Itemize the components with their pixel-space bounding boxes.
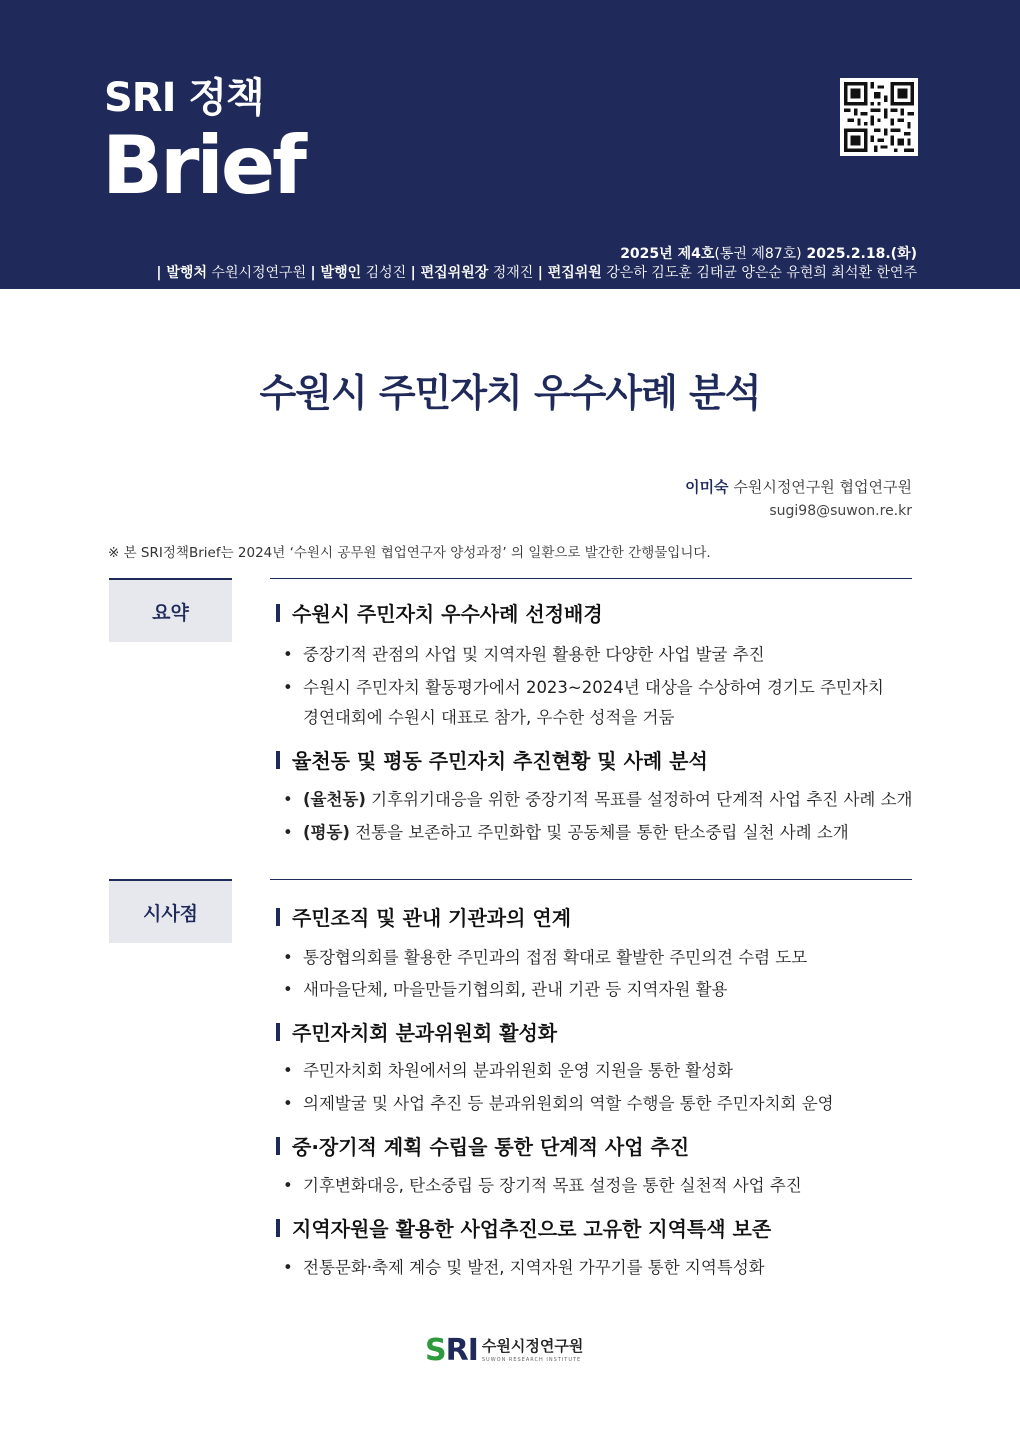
bullet-text: 수원시 주민자치 활동평가에서 2023~2024년 대상을 수상하여 경기도 주민자치 bbox=[303, 678, 884, 697]
author-email-link[interactable]: sugi98@suwon.re.kr bbox=[769, 503, 912, 519]
bullet-item: • 기후변화대응, 탄소중립 등 장기적 목표 설정을 통한 실천적 사업 추진 bbox=[283, 1176, 802, 1195]
bullet-text: 중장기적 관점의 사업 및 지역자원 활용한 다양한 사업 발굴 추진 bbox=[303, 645, 765, 664]
header-band bbox=[0, 0, 1020, 289]
section-label-summary: 요약 bbox=[109, 578, 232, 642]
bullet-item: • (율천동) 기후위기대응을 위한 중장기적 목표를 설정하여 단계적 사업 추진 사례 소개 bbox=[283, 790, 913, 809]
heading-bar-icon bbox=[276, 1023, 280, 1041]
heading-bar-icon bbox=[276, 751, 280, 769]
section-label-implications: 시사점 bbox=[109, 879, 232, 943]
brand-title-top: SRI 정책 bbox=[104, 75, 264, 121]
qr-code-icon[interactable] bbox=[840, 78, 918, 156]
bullet-item: • (평동) 전통을 보존하고 주민화합 및 공동체를 통한 탄소중립 실천 사례 소개 bbox=[283, 823, 849, 842]
bullet-text: 주민자치회 차원에서의 분과위원회 운영 지원을 통한 활성화 bbox=[303, 1061, 733, 1080]
staff-name: 김성진 bbox=[365, 265, 407, 281]
staff-role: 편집위원 bbox=[547, 265, 602, 281]
author-affiliation: 수원시정연구원 협업연구원 bbox=[733, 478, 912, 496]
heading-bar-icon bbox=[276, 1137, 280, 1155]
staff-name: 수원시정연구원 bbox=[211, 265, 307, 281]
bullet-text: 기후변화대응, 탄소중립 등 장기적 목표 설정을 통한 실천적 사업 추진 bbox=[303, 1176, 802, 1195]
footer-org-name: 수원시정연구원 bbox=[481, 1337, 584, 1355]
issue-date: 2025.2.18.(화) bbox=[806, 246, 917, 262]
bullet-item: • 수원시 주민자치 활동평가에서 2023~2024년 대상을 수상하여 경기도 주민자치 bbox=[283, 678, 884, 697]
bullet-item: • 전통문화·축제 계승 및 발전, 지역자원 가꾸기를 통한 지역특성화 bbox=[283, 1258, 765, 1277]
page-title: 수원시 주민자치 우수사례 분석 bbox=[259, 371, 761, 415]
subsection-heading bbox=[276, 598, 603, 627]
bullet-prefix: (평동) bbox=[303, 823, 350, 842]
footer-org-subtitle: SUWON RESEARCH INSTITUTE bbox=[481, 1357, 582, 1363]
bullet-text: 전통을 보존하고 주민화합 및 공동체를 통한 탄소중립 실천 사례 소개 bbox=[349, 823, 849, 842]
subsection-heading bbox=[276, 902, 571, 931]
bullet-text: 기후위기대응을 위한 중장기적 목표를 설정하여 단계적 사업 추진 사례 소개 bbox=[365, 790, 913, 809]
subsection-heading bbox=[276, 1131, 689, 1160]
heading-bar-icon bbox=[276, 604, 280, 622]
subsection-heading-text: 주민자치회 분과위원회 활성화 bbox=[292, 1021, 558, 1045]
bullet-text: 통장협의회를 활용한 주민과의 접점 확대로 활발한 주민의견 수렴 도모 bbox=[303, 948, 808, 967]
author-line bbox=[685, 476, 912, 497]
subsection-heading bbox=[276, 1213, 771, 1242]
bullet-item: • 주민자치회 차원에서의 분과위원회 운영 지원을 통한 활성화 bbox=[283, 1061, 733, 1080]
bullet-item: • 통장협의회를 활용한 주민과의 접점 확대로 활발한 주민의견 수렴 도모 bbox=[283, 948, 808, 967]
subsection-heading bbox=[276, 1017, 557, 1046]
subsection-heading-text: 수원시 주민자치 우수사례 선정배경 bbox=[292, 602, 603, 626]
staff-role: 발행인 bbox=[320, 265, 362, 281]
staff-line: | 발행처 수원시정연구원 | 발행인 김성진 | 편집위원장 정재진 | 편집위원 강은하 김도훈 김태균 양은순 유현희 최석환 한연주 bbox=[156, 265, 917, 281]
staff-role: 발행처 bbox=[166, 265, 207, 281]
bullet-item: • 중장기적 관점의 사업 및 지역자원 활용한 다양한 사업 발굴 추진 bbox=[283, 645, 765, 664]
subsection-heading-text: 주민조직 및 관내 기관과의 연계 bbox=[292, 906, 572, 930]
sri-logo-icon: SRI bbox=[425, 1333, 478, 1368]
bullet-continuation: 경연대회에 수원시 대표로 참가, 우수한 성적을 거둠 bbox=[303, 708, 675, 727]
issue-info bbox=[620, 243, 917, 263]
heading-bar-icon bbox=[276, 1219, 280, 1237]
bullet-text: 새마을단체, 마을만들기협의회, 관내 기관 등 지역자원 활용 bbox=[303, 980, 728, 999]
issue-number: 제4호 bbox=[677, 246, 715, 262]
bullet-prefix: (율천동) bbox=[303, 790, 366, 809]
bullet-item: • 새마을단체, 마을만들기협의회, 관내 기관 등 지역자원 활용 bbox=[283, 980, 728, 999]
subsection-heading-text: 지역자원을 활용한 사업추진으로 고유한 지역특색 보존 bbox=[292, 1217, 772, 1241]
bullet-text: 의제발굴 및 사업 추진 등 분과위원회의 역할 수행을 통한 주민자치회 운영 bbox=[303, 1094, 834, 1113]
subsection-heading-text: 중·장기적 계획 수립을 통한 단계적 사업 추진 bbox=[292, 1135, 690, 1159]
staff-name: 강은하 김도훈 김태균 양은순 유현희 최석환 한연주 bbox=[606, 265, 917, 281]
issue-total: (통권 제87호) bbox=[714, 246, 802, 262]
brand-title-big: Brief bbox=[102, 119, 304, 212]
subsection-heading-text: 율천동 및 평동 주민자치 추진현황 및 사례 분석 bbox=[292, 749, 708, 773]
author-name: 이미숙 bbox=[685, 478, 729, 496]
section-divider bbox=[270, 578, 912, 579]
heading-bar-icon bbox=[276, 908, 280, 926]
publication-note: ※ 본 SRI정책Brief는 2024년 ‘수원시 공무원 협업연구자 양성과정’ 의 일환으로 발간한 간행물입니다. bbox=[108, 545, 711, 561]
footer-logo bbox=[425, 1333, 584, 1368]
bullet-text: 전통문화·축제 계승 및 발전, 지역자원 가꾸기를 통한 지역특성화 bbox=[303, 1258, 765, 1277]
subsection-heading bbox=[276, 745, 708, 774]
section-divider bbox=[270, 879, 912, 880]
staff-name: 정재진 bbox=[492, 265, 534, 281]
staff-role: 편집위원장 bbox=[420, 265, 489, 281]
bullet-item: • 의제발굴 및 사업 추진 등 분과위원회의 역할 수행을 통한 주민자치회 운영 bbox=[283, 1094, 834, 1113]
issue-year: 2025년 bbox=[620, 246, 673, 262]
